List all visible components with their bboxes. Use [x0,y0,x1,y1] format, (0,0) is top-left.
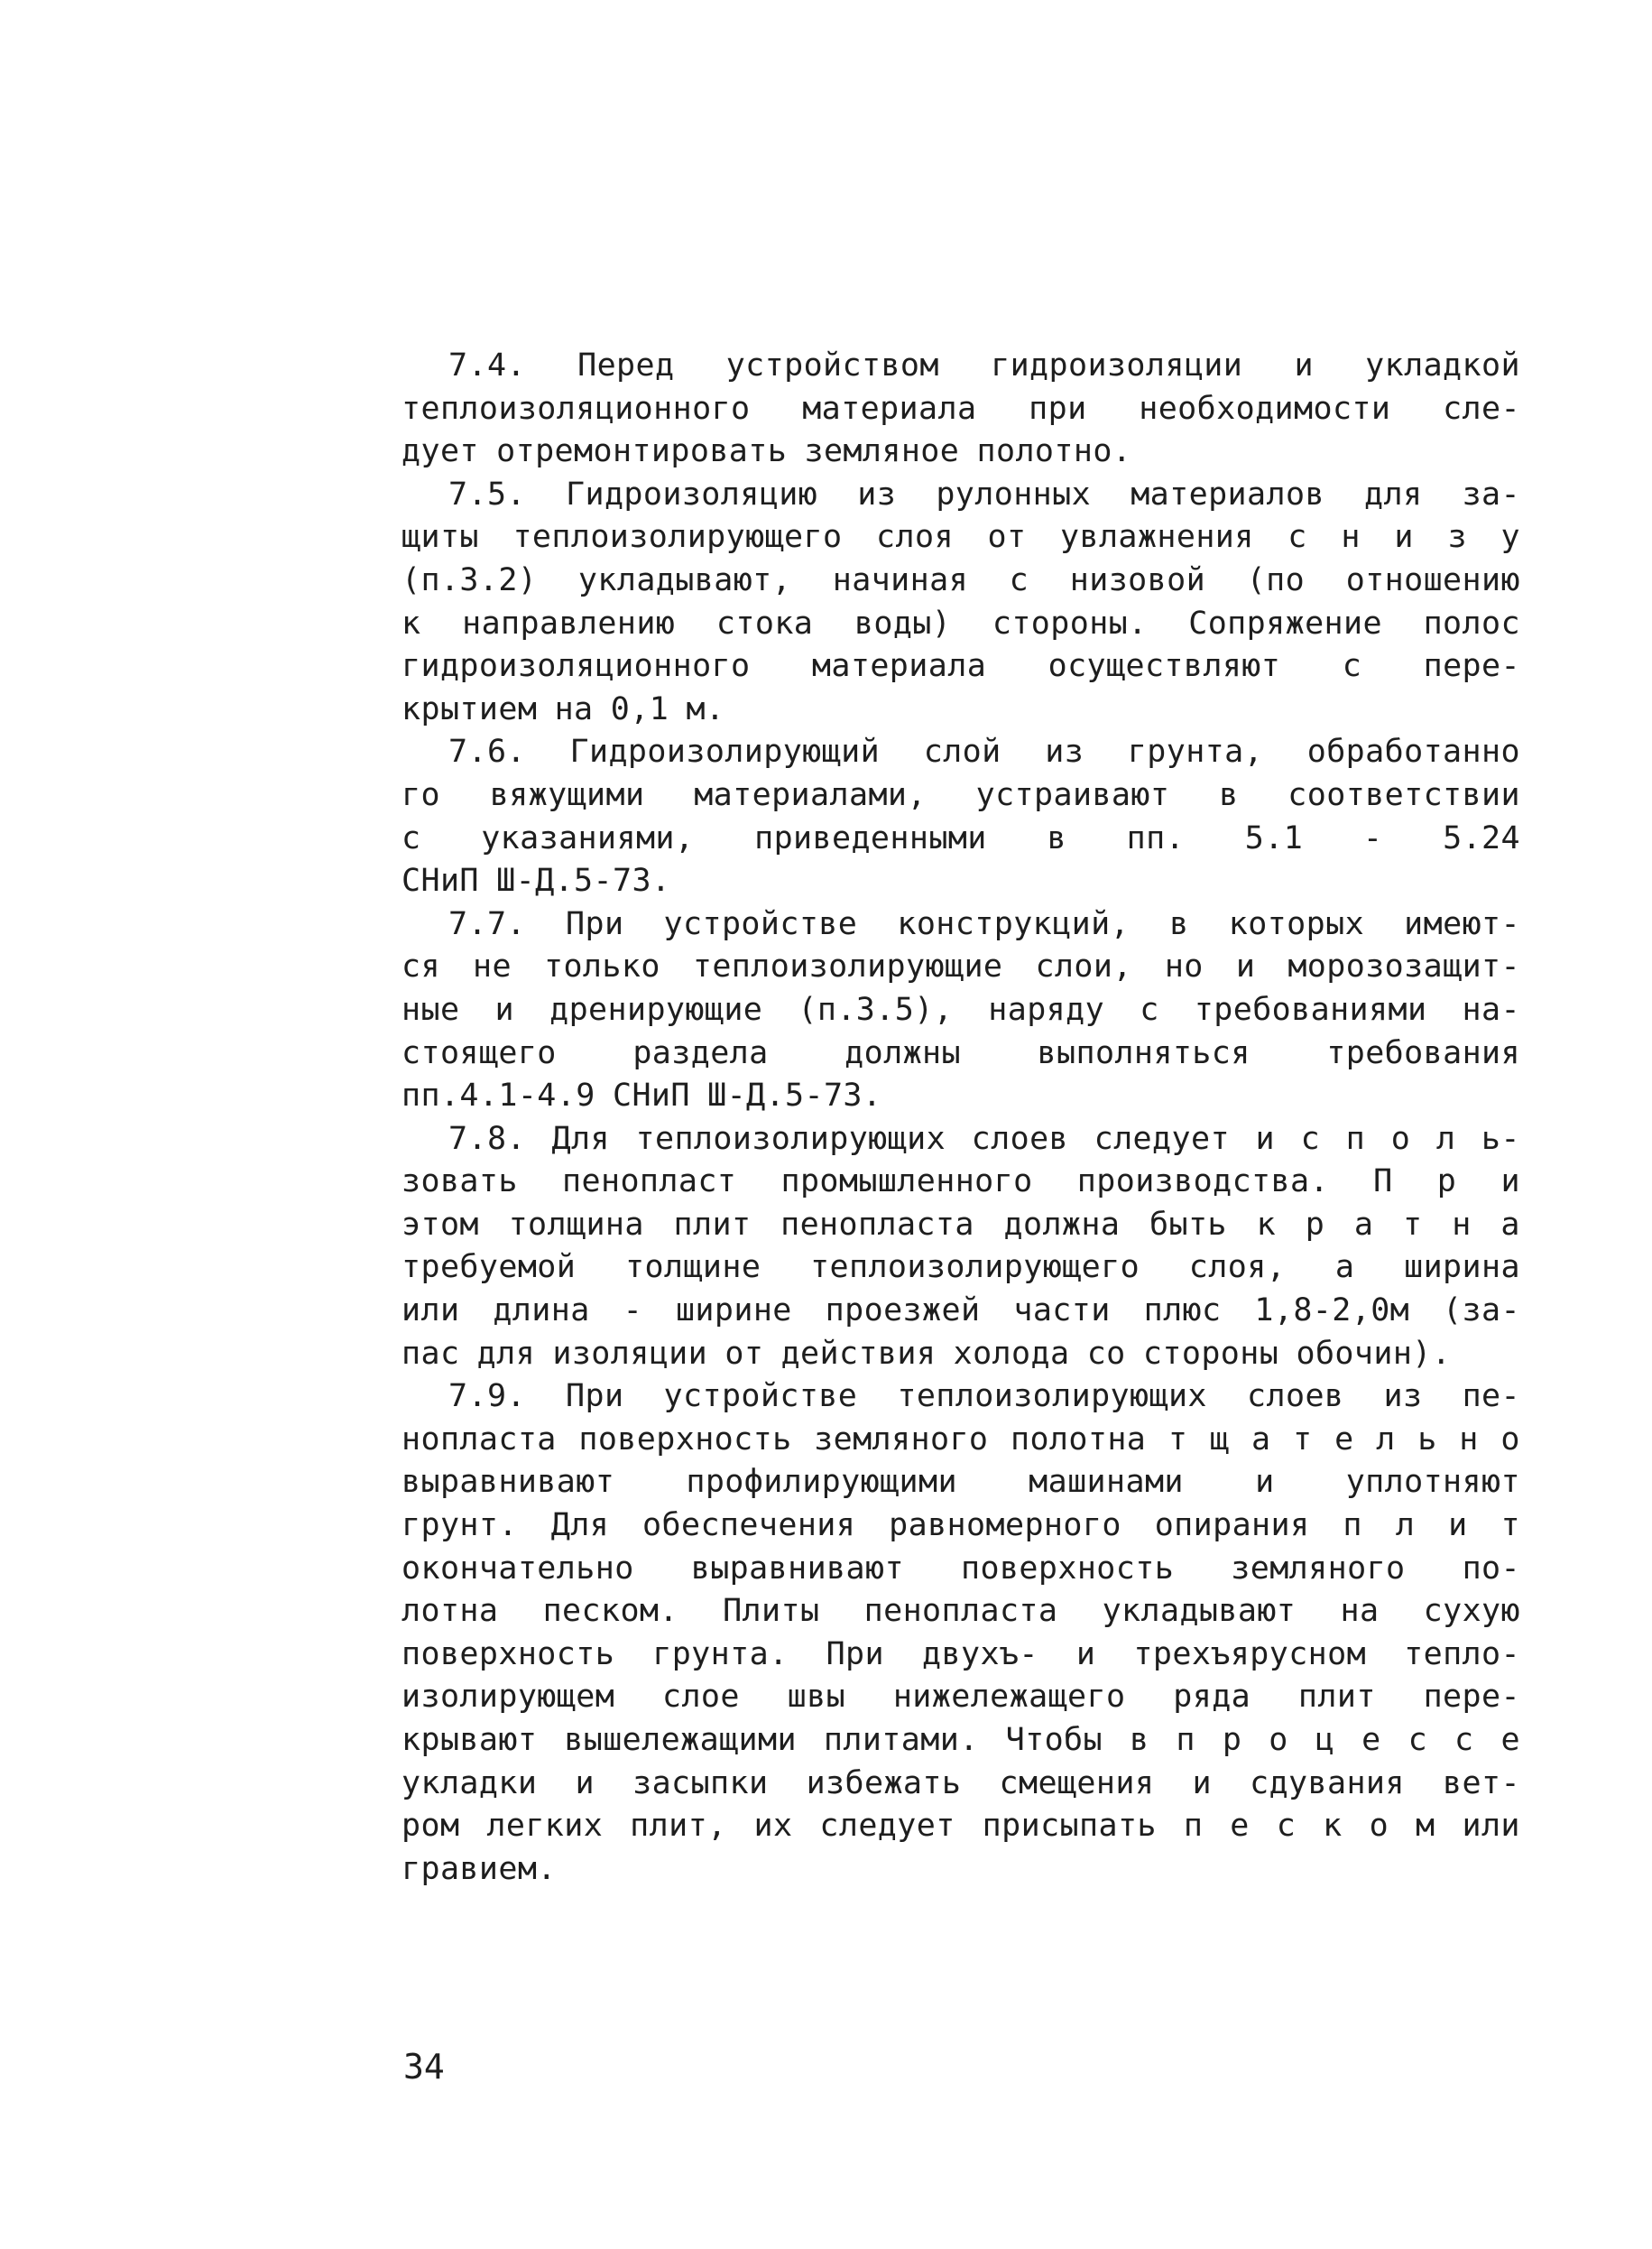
text-line: 7.4. Перед устройством гидроизоляции и укладкой [448,347,1520,384]
text-line: грунт. Для обеспечения равномерного опирания п л и т [401,1507,1520,1544]
text-line: ром легких плит, их следует присыпать п е с к о м или [401,1808,1520,1845]
text-line: 7.7. При устройстве конструкций, в которых имеют- [448,905,1520,942]
text-line: или длина - ширине проезжей части плюс 1,8-2,0м (за- [401,1292,1520,1329]
text-line: изолирующем слое швы нижележащего ряда плит пере- [401,1679,1520,1716]
text-line: дует отремонтировать земляное полотно. [401,433,1132,470]
text-line: с указаниями, приведенными в пп. 5.1 - 5.24 [401,819,1520,856]
text-line: ные и дренирующие (п.3.5), наряду с требованиями на- [401,991,1520,1028]
text-line: теплоизоляционного материала при необходимости сле- [401,390,1520,427]
text-line: гидроизоляционного материала осуществляют с пере- [401,648,1520,685]
text-line: (п.3.2) укладывают, начиная с низовой (по отношению [401,561,1520,598]
text-line: щиты теплоизолирующего слоя от увлажнения с н и з у [401,519,1520,556]
text-line: крытием на 0,1 м. [401,690,725,727]
text-line: го вяжущими материалами, устраивают в соответствии [401,776,1520,813]
text-line: зовать пенопласт промышленного производства. П р и [401,1163,1520,1200]
text-line: поверхность грунта. При двухъ- и трехъярусном тепло- [401,1635,1520,1672]
text-line: 7.9. При устройстве теплоизолирующих слоев из пе- [448,1378,1520,1415]
text-line: 7.5. Гидроизоляцию из рулонных материалов для за- [448,476,1520,513]
text-line: требуемой толщине теплоизолирующего слоя, а ширина [401,1249,1520,1286]
text-line: укладки и засыпки избежать смещения и сдувания вет- [401,1764,1520,1801]
text-line: нопласта поверхность земляного полотна т щ а т е л ь н о [401,1421,1520,1458]
text-line: лотна песком. Плиты пенопласта укладывают на сухую [401,1593,1520,1630]
text-line: пас для изоляции от действия холода со стороны обочин). [401,1335,1452,1372]
page-number: 34 [403,2047,445,2087]
text-line: СНиП Ш-Д.5-73. [401,863,671,900]
text-line: 7.8. Для теплоизолирующих слоев следует и с п о л ь- [448,1120,1520,1157]
text-line: стоящего раздела должны выполняться требования [401,1034,1520,1071]
paragraph-7-6 [401,731,1520,902]
text-line: 7.6. Гидроизолирующий слой из грунта, обработанно [448,734,1520,771]
text-line: этом толщина плит пенопласта должна быть к р а т н а [401,1206,1520,1243]
body-text [401,345,1520,1891]
text-line: ся не только теплоизолирующие слои, но и морозозащит- [401,949,1520,986]
text-line: пп.4.1-4.9 СНиП Ш-Д.5-73. [401,1078,882,1115]
paragraph-7-9 [401,1375,1520,1891]
text-line: окончательно выравнивают поверхность земляного по- [401,1550,1520,1587]
paragraph-7-5 [401,474,1520,732]
paragraph-7-4 [401,345,1520,474]
text-line: гравием. [401,1850,557,1887]
paragraph-7-8 [401,1118,1520,1376]
text-line: к направлению стока воды) стороны. Сопряжение полос [401,605,1520,642]
paragraph-7-7 [401,903,1520,1118]
text-line: крывают вышележащими плитами. Чтобы в п р о ц е с с е [401,1722,1520,1758]
text-line: выравнивают профилирующими машинами и уплотняют [401,1464,1520,1501]
